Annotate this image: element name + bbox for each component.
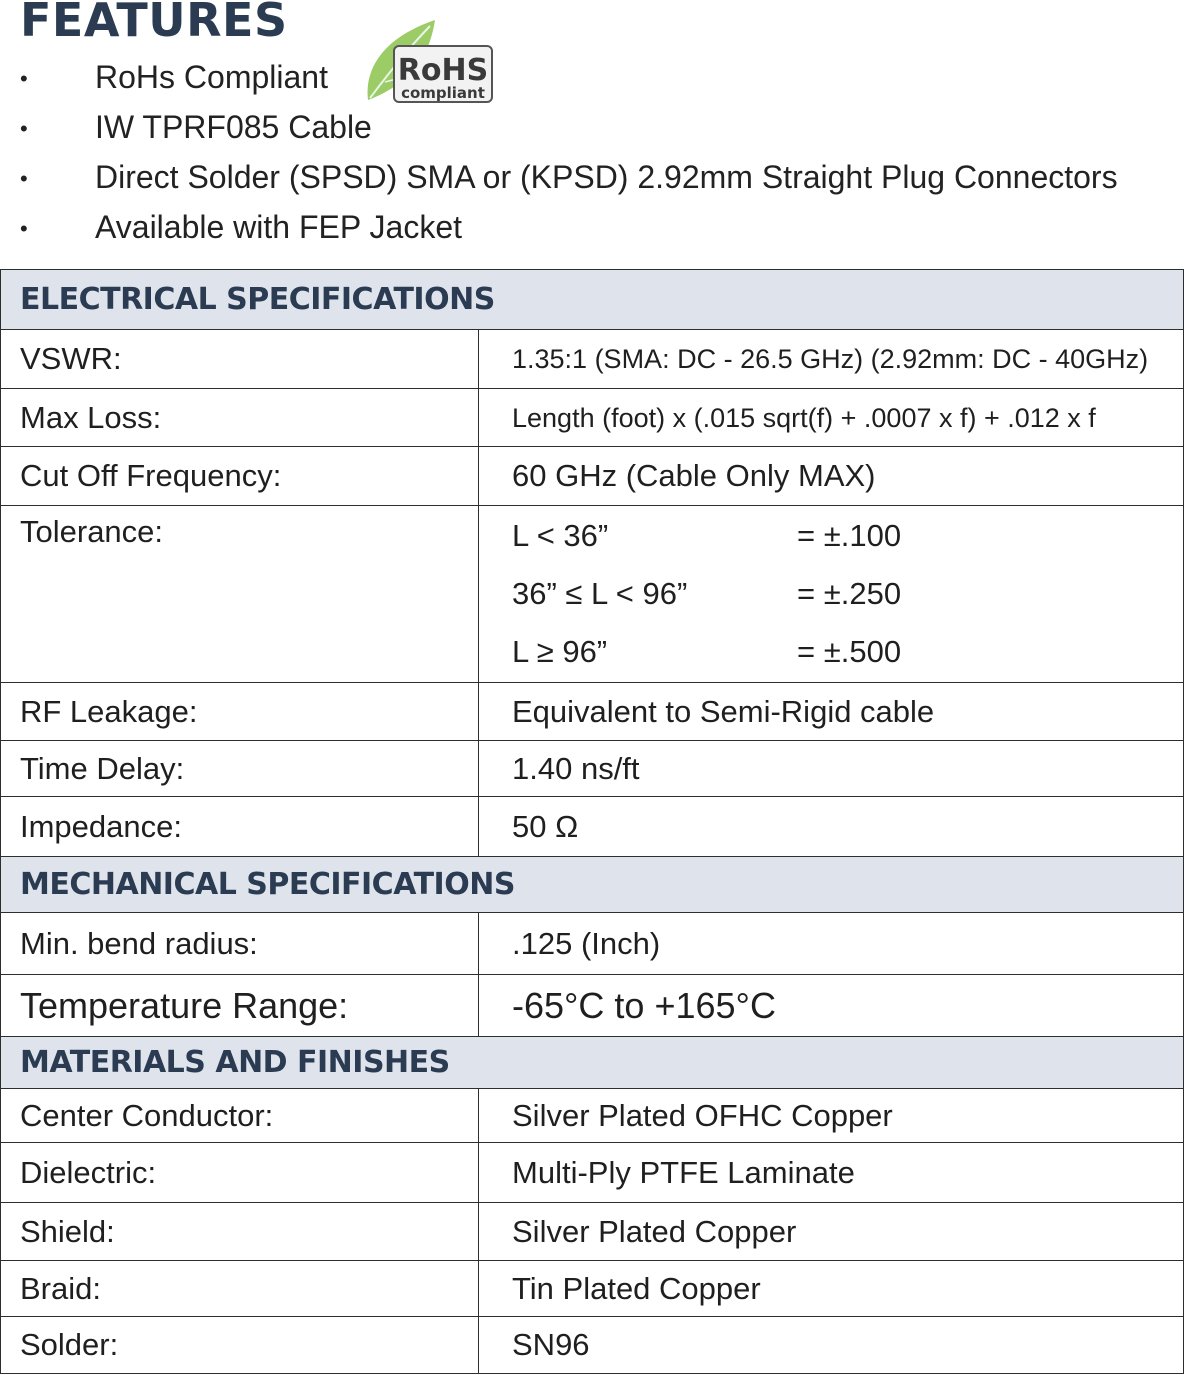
feature-text: RoHs Compliant [95,59,328,95]
spec-label: Impedance: [1,797,479,857]
table-row [1,913,1184,975]
table-row [1,506,1184,683]
tolerance-line [512,565,1183,623]
spec-value: Multi-Ply PTFE Laminate [479,1143,1184,1203]
spec-label: Temperature Range: [1,975,479,1037]
table-row [1,1261,1184,1317]
spec-label: Solder: [1,1317,479,1374]
feature-text: Available with FEP Jacket [95,209,462,245]
tolerance-line [512,623,1183,681]
feature-text: Direct Solder (SPSD) SMA or (KPSD) 2.92mm Straight Plug Connectors [95,159,1118,195]
section-title: ELECTRICAL SPECIFICATIONS [1,270,1184,330]
section-header-electrical [1,270,1184,330]
section-header-materials [1,1037,1184,1089]
spec-value: Silver Plated OFHC Copper [479,1089,1184,1143]
spec-label: Min. bend radius: [1,913,479,975]
spec-label: Tolerance: [1,506,479,683]
spec-label: Time Delay: [1,741,479,797]
spec-label: VSWR: [1,330,479,389]
spec-label: Cut Off Frequency: [1,447,479,506]
spec-value: Silver Plated Copper [479,1203,1184,1261]
badge-main-text: RoHS [397,53,489,88]
tolerance-value: = ±.500 [797,634,902,669]
tolerance-value: = ±.100 [797,518,902,553]
spec-value: -65°C to +165°C [479,975,1184,1037]
table-row [1,1143,1184,1203]
section-title: MATERIALS AND FINISHES [1,1037,1184,1089]
section-title: MECHANICAL SPECIFICATIONS [1,857,1184,913]
spec-table [0,269,1184,1374]
spec-label: Shield: [1,1203,479,1261]
section-header-mechanical [1,857,1184,913]
bullet-icon: • [20,166,28,191]
tolerance-line [512,507,1183,565]
table-row [1,447,1184,506]
tolerance-condition: 36” ≤ L < 96” [512,576,688,611]
tolerance-value: = ±.250 [797,576,902,611]
feature-text: IW TPRF085 Cable [95,109,372,145]
tolerance-values [479,506,1184,683]
spec-value: 50 Ω [479,797,1184,857]
table-row [1,797,1184,857]
bullet-icon: • [20,216,28,241]
badge-sub-text: compliant [401,84,485,102]
table-row [1,683,1184,741]
spec-value: .125 (Inch) [479,913,1184,975]
table-row [1,330,1184,389]
rohs-compliant-badge-icon [360,12,495,104]
bullet-icon: • [20,116,28,141]
spec-value: SN96 [479,1317,1184,1374]
spec-value: 1.40 ns/ft [479,741,1184,797]
spec-label: Braid: [1,1261,479,1317]
spec-label: Dielectric: [1,1143,479,1203]
table-row [1,1317,1184,1374]
spec-label: RF Leakage: [1,683,479,741]
tolerance-condition: L < 36” [512,518,609,553]
features-title: FEATURES [20,0,288,47]
spec-value: Tin Plated Copper [479,1261,1184,1317]
bullet-icon: • [20,66,28,91]
table-row [1,389,1184,447]
spec-label: Max Loss: [1,389,479,447]
spec-label: Center Conductor: [1,1089,479,1143]
table-row [1,1089,1184,1143]
spec-value: Equivalent to Semi-Rigid cable [479,683,1184,741]
spec-value: Length (foot) x (.015 sqrt(f) + .0007 x f) + .012 x f [479,389,1184,447]
spec-value: 60 GHz (Cable Only MAX) [479,447,1184,506]
tolerance-condition: L ≥ 96” [512,634,608,669]
table-row [1,975,1184,1037]
table-row [1,741,1184,797]
spec-value: 1.35:1 (SMA: DC - 26.5 GHz) (2.92mm: DC - 40GHz) [479,330,1184,389]
table-row [1,1203,1184,1261]
